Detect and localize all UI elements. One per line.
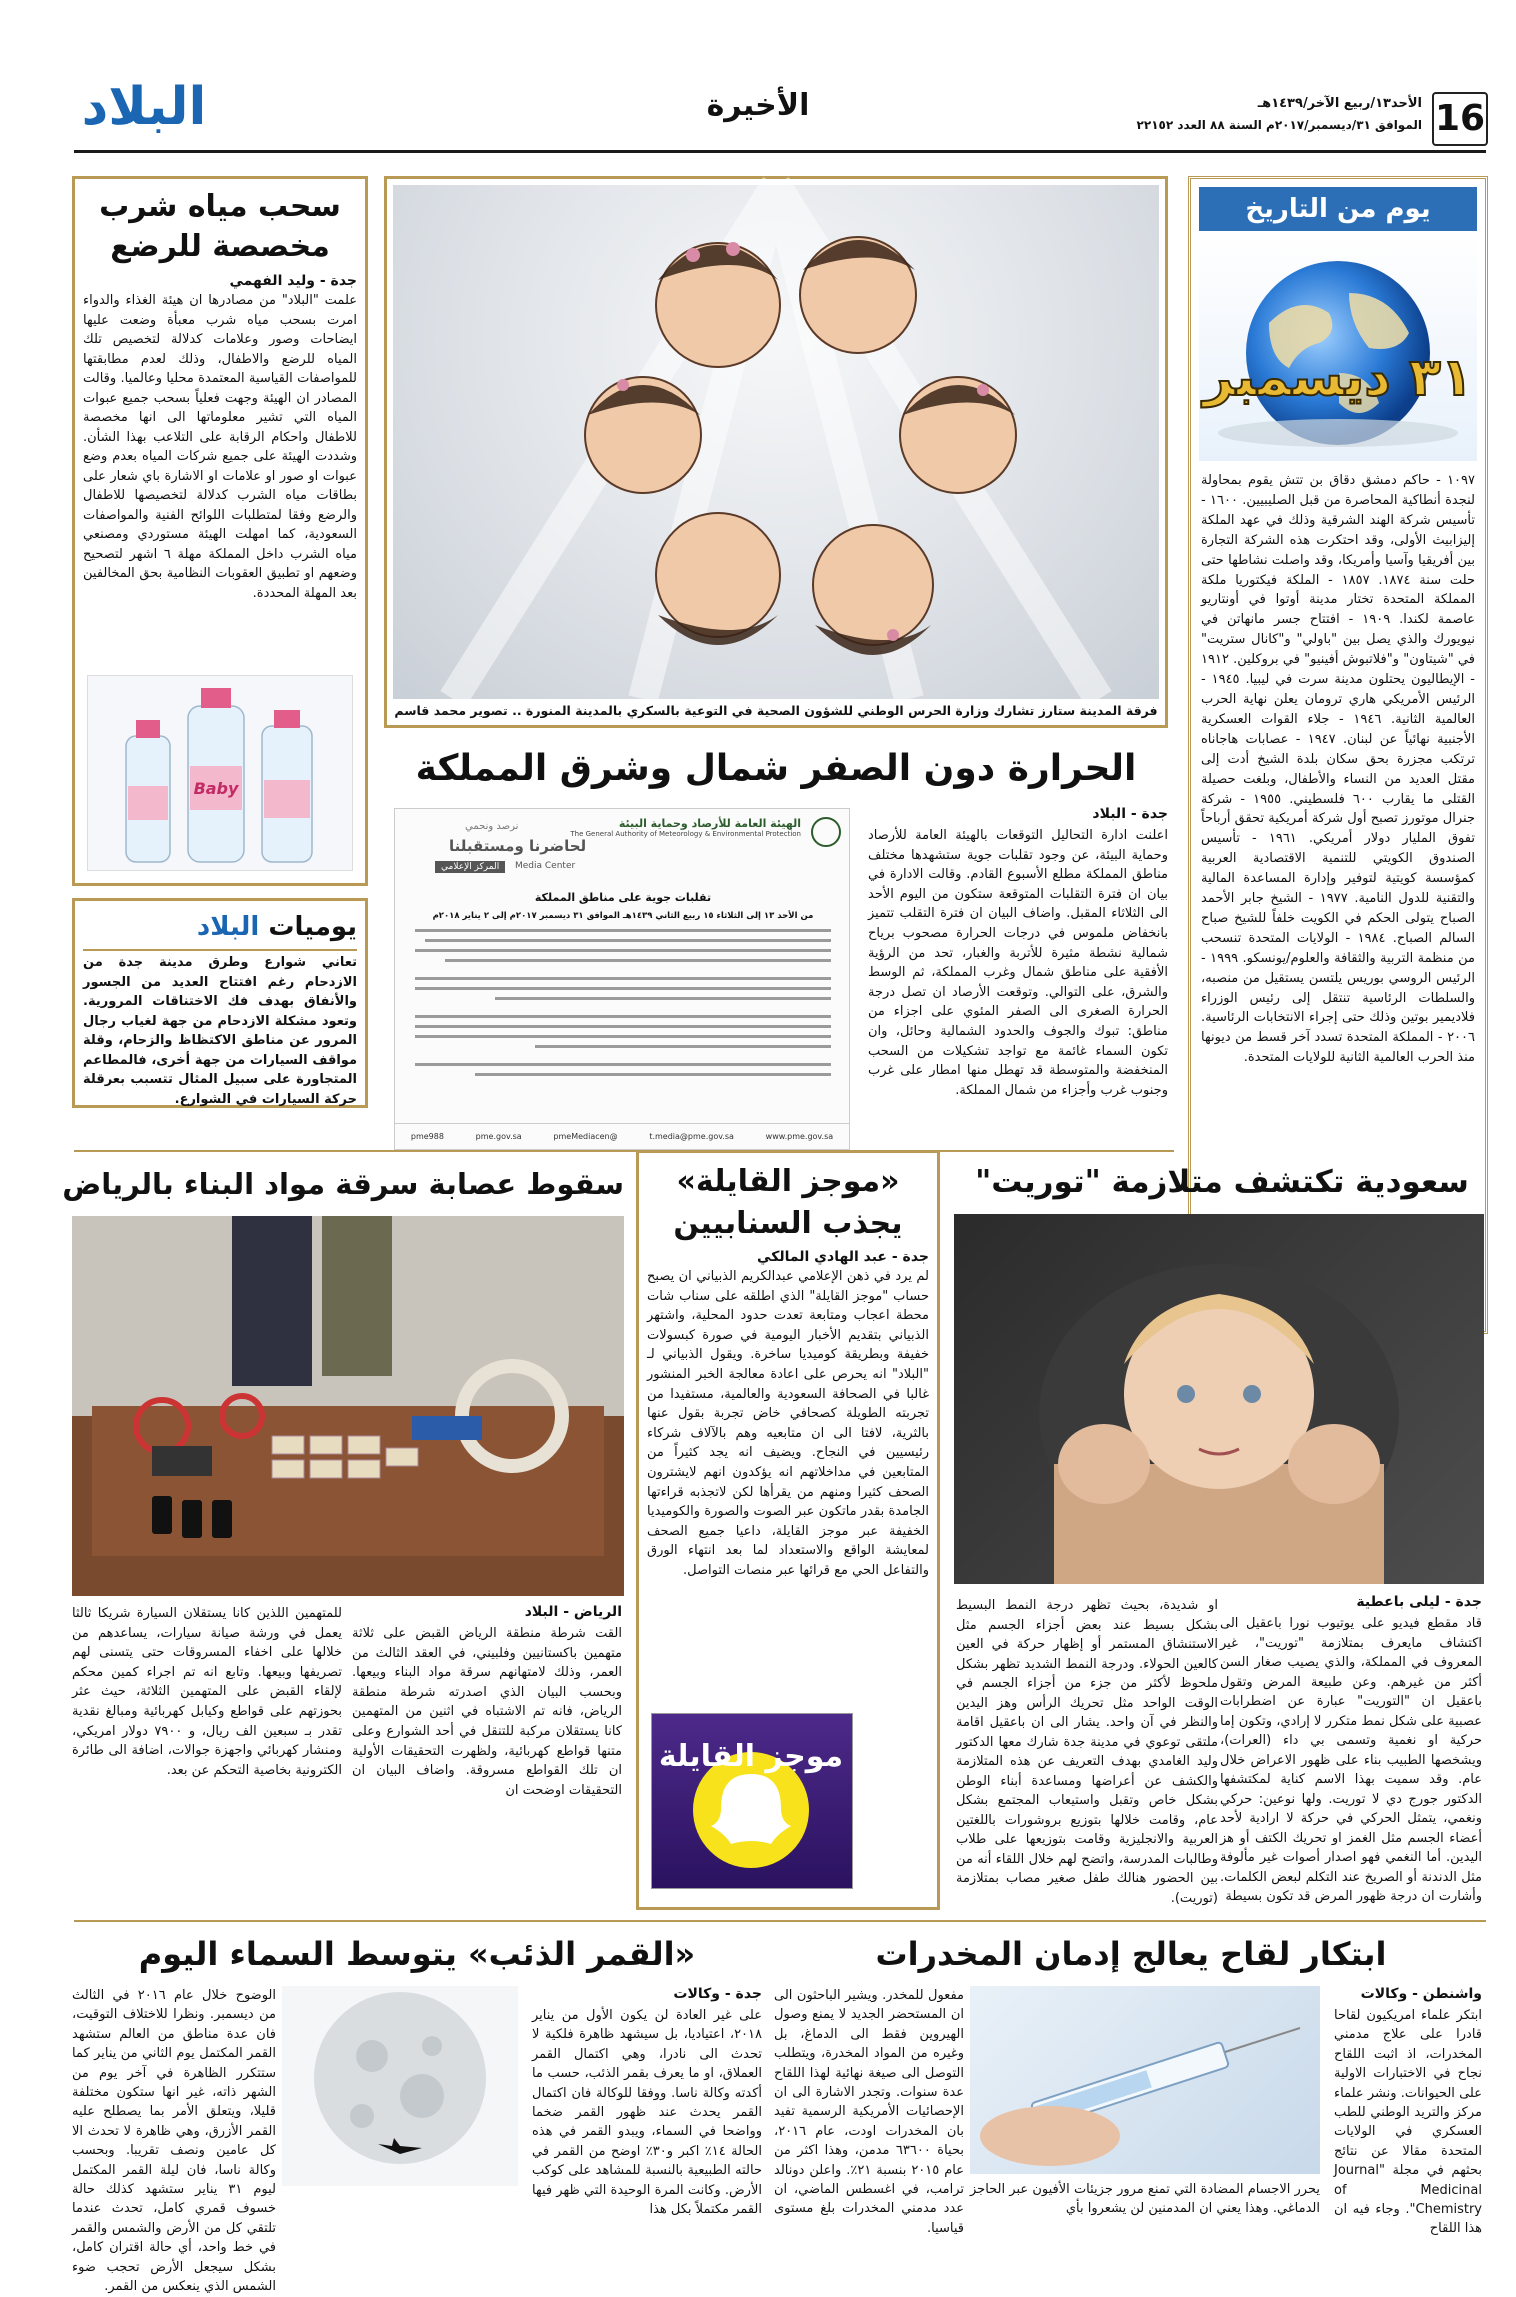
doc-link-web[interactable]: www.pme.gov.sa [765,1132,834,1141]
svg-text:Baby: Baby [193,779,239,798]
qailah-logo [651,1713,853,1889]
diary-title-text: يوميات [268,912,357,942]
doc-logo-icon [811,817,841,847]
theft-body-col1: القت شرطة منطقة الرياض القبض على ثلاثة متهمين باكستانيين وفلبيني، في العقد الثالث من العمر، وذلك لامتهانهم سرقة مواد البناء وبيعها. وبحسب البيان الذي اصدرته شرطة منطقة الرياض، فانه تم الاشتباه في اثنين من المتهمين كانا يستقلان مركبة للتنقل في أحد الشوارع وعلى متنها قواطع كهربائية، ولظهرت التحقيقات الأولية ان تلك القواطع مسروقة. واضاف البيان ان التحقيقات اوضحت ان [352,1626,622,1798]
children-illustration [393,185,1159,699]
globe-graphic [1199,233,1477,461]
doc-center: المركز الإعلامي [435,861,505,873]
weather-press-document [394,808,850,1150]
snapchat-ghost-icon [650,1714,852,1890]
doc-slogan: لحاضرنا ومستقبلنا [449,837,587,855]
doc-link-site[interactable]: pme.gov.sa [475,1132,522,1141]
date-graphic-text: ٣١ ديسمبر [1203,348,1473,408]
water-byline: جدة - وليد الفهمي [229,273,357,289]
diary-box [72,898,368,1108]
doc-footer-links [395,1123,849,1149]
weather-byline: جدة - البلاد [1092,806,1168,822]
theft-title: سقوط عصابة سرقة مواد البناء بالرياض [62,1167,624,1201]
seized-items-illustration [72,1216,624,1596]
qailah-byline: جدة - عبد الهادي المالكي [757,1249,929,1265]
tourette-byline: جدة - ليلى باعطية [1356,1594,1482,1610]
diary-body: تعاني شوارع وطرق مدينة جدة من الازدحام رغم افتتاح العديد من الجسور والأنفاق بهدف فك الاختناقات المرورية. وتعود مشكلة الازدحام من جهة لغياب رجال المرور عن مناطق الاكتظاظ والزحام، وقلة مواقف السيارات من جهة أخرى، فالمطاعم المتجاورة على سبيل المثال تتسبب بعرقلة حركة السيارات في الشوارع. [83,955,357,1107]
doc-org: الهيئة العامة للأرصاد وحماية البيئة [618,817,801,830]
boy-illustration [954,1214,1484,1584]
tourette-body-col2: او شديدة، بحيث تظهر درجة النمط البسيط بشكل بسيط عند بعض أجزاء الجسم مثل الاستنشاق المستمر أو إظهار حركة في العين كالعين الحولاء. ودرجة النمط الشديد تظهر بشكل ملحوظ لأكثر من جزء من أجزاء الجسم في الوقت الواحد مثل تحريك الرأس وهز اليدين والنظر في آن واحد. يشار الى ان باعقيل اقامة ملتقى توعوي في مدينة جدة شارك معها الدكتور وليد الغامدي بهدف التعريف عن هذه المتلازمة والكشف عن أعراضها ومساعدة أبناء الوطن بشكل خاص وتقبل واستيعاب المجتمع بشكل عام، وقامت خلالها بتوزيع بروشورات باللغتين العربية والانجليزية وقامت بتوزيعها على طلاب وطالبات المدرسة، واتضح لهم خلال اللقاء أنه من بين الحضور هنالك طفل صغير مصاب بمتلازمة (توريت). [956,1598,1218,1906]
water-article [72,176,368,886]
vaccine-byline: واشنطن - وكالات [1360,1986,1482,2002]
moon-icon [282,1986,518,2186]
syringe-photo [970,1986,1320,2174]
doc-subject: تقلبات جوية على مناطق المملكة [534,891,712,904]
svg-text:موجز القايلة: موجز القايلة [658,1739,844,1774]
top-photo-caption: فرقة المدينة ستارز تشارك وزارة الحرس الوطني للشؤون الصحية في التوعية بالسكري بالمدينة المنورة .. تصوير محمد قاسم [394,703,1158,718]
qailah-article [636,1150,940,1910]
diary-title [83,909,357,945]
water-body: علمت "البلاد" من مصادرها ان هيئة الغذاء والدواء امرت بسحب مياه شرب معبأة وضعت عليها ايضاحات وصور وعلامات كدلالة لتخصيص تلك المياه للرضع والاطفال، وذلك لعدم مطابقتها للمواصفات القياسية المعتمدة محليا وعالميا. وقالت المصادر ان الهيئة وجهت فعلياً بسحب جميع عبوات المياه التي تشير معلوماتها الى انها مخصصة للاطفال واحكام الرقابة على التلاعب بهذا الشأن. وشددت الهيئة على جميع شركات المياه بعدم وضع عبوات او صور او علامات او الاشارة باي شعار على بطاقات مياه الشرب كدلالة لتخصيصها للاطفال والرضع وفقا لمتطلبات اللوائح الفنية والمواصفات السعودية، كما امهلت الهيئة مستوردي ومصنعي مياه الشرب داخل المملكة مهلة ٦ اشهر لتصحيح وضعهم او تطبيق العقوبات النظامية بحق المخالفين بعد المهلة المحددة. [83,293,357,601]
tourette-title: سعودية تكتشف متلازمة "توريت" [975,1164,1469,1200]
vaccine-body-col2: يحرر الاجسام المضادة التي تمنع مرور جزيئات الأفيون عبر الحاجز الدماغي. وهذا يعني ان المدمنين لن يشعروا بأي [970,2182,1320,2217]
doc-slogan-top: نرصد ونحمي [465,821,519,832]
header-rule [74,150,1486,153]
diary-title-brand: البلاد [196,912,260,942]
seized-items-photo [72,1216,624,1596]
water-title-line1: سحب مياه شرب [99,189,341,224]
qailah-body: لم يرد في ذهن الإعلامي عبدالكريم الذبياني ان يصبح حساب "موجز القايلة" الذي اطلقه على سناب شات محطة اعجاب ومتابعة تعدت حدود المحلية، واشتهر الذبياني بتقديم الأخبار اليومية في صورة كبسولات خفيفة وبطريقة كوميديا ساخرة. ويقول الذبياني لـ "البلاد" انه يحرص على اعادة معالجة الخبر المنشور غالبا في الصحافة السعودية والعالمية، مستفيدا من تجربته الطويلة كصحافي خاض تجربة بقول عنها بالثرية، لافتا الى ان متابعيه وهم بالآلاف شركاء رئيسيين في النجاح. ويضيف انه يجد كثيراً من المتابعين في مداخلاتهم انه يؤكدون انهم لايشترون الصحف كثيرا ومنهم من يقرأها لكن لاتجذبه قراءتها الجامدة بقدر ماتكون عبر الصوت والصورة والكوميديا الخفيفة عبر موجز القايلة، داعيا جميع الصحف لمعايشة الواقع والاستعداد لما بعد انتهاء الورق والتفاعل الحي مع قرائها عبر منصات التواصل. [647,1269,929,1578]
tourette-body-col1: قاد مقطع فيديو على يوتيوب نورا باعقيل الى اكتشاف مايعرف بمتلازمة "توريت"، غير المعروف في المملكة، والذي يصيب صغار السن أكثر من غيرهم. وعن طبيعة المرض وتقول باعقيل ان "التوريت" عبارة عن اضطرابات عصبية على شكل نمط متكرر لا إرادي، وتكون إما حركية او نغمية وتسمى بي داء (العرات)، ويشخصها الطبيب بناء على ظهور الاعراض خلال عام. وقد سميت بهذا الاسم كناية لمكتشفها الدكتور جورج دي لا توريت. ولها نوعين: حركي ونغمي، يتمثل الحركي في حركة لا ارادية لأحد أعضاء الجسم مثل الغمز او تحريك الكتف أو هز اليدين. أما النغمي فهو اصدار أصوات غير مألوفة مثل الدندنة أو الصريخ عند التكلم لبعض الكلمات. وأشارت ان درجة ظهور المرض قد تكون بسيطة [1220,1616,1482,1904]
history-body: ١٠٩٧ - حاكم دمشق دقاق بن تتش يقوم بمحاولة لنجدة أنطاكية المحاصرة من قبل الصليبيين. ١٦٠٠ - تأسيس شركة الهند الشرقية وذلك في عهد الملكة إليزابيث الأولى، وقد احتكرت هذه الشركة التجارة بين أفريقيا وآسيا وأمريكا، وقد واصلت نشاطها حتى حلت سنة ١٨٧٤. ١٨٥٧ - الملكة فيكتوريا ملكة المملكة المتحدة تختار مدينة أوتوا في أونتاريو عاصمة لكندا. ١٩٠٩ - افتتاح جسر مانهاتن في نيويورك والذي يصل بين "باولي" و"كانال ستريت" في "شيتاون" و"فلاتبوش أفينيو" في بروكلين. ١٩١٢ - الإيطاليون يحتلون مدينة سرت في ليبيا. ١٩٤٥ - الرئيس الأمريكي هاري ترومان يعلن نهاية الحرب العالمية الثانية. ١٩٤٦ - جلاء القوات العسكرية الأجنبية نهائياً عن لبنان. ١٩٤٧ - عصابات هاجاناه ترتكب مجزرة بحق سكان بلدة الشيخ أدت إلى مقتل العديد من النساء والأطفال، وبلغت حصيلة القتلى ما يقارب ٦٠٠ فلسطيني. ١٩٥٥ - شركة جنرال موتورز تصبح أول شركة أمريكية تحقق أرباحاً تفوق المليار دولار أمريكي. ١٩٦١ - تأسيس الصندوق الكويتي للتنمية الاقتصادية العربية كمؤسسة كويتية لتوفير وإدارة المساعدة المالية والتقنية للدول النامية. ١٩٧٧ - الشيخ جابر الأحمد الصباح يتولى الحكم في الكويت خلفاً للشيخ صباح السالم الصباح. ١٩٨٤ - الولايات المتحدة تنسحب من منظمة التربية والثقافة والعلوم/يونسكو. ١٩٩٩ - الرئيس الروسي بوريس يلتسن يستقيل من منصبه، والسلطات الرئاسية تنتقل إلى رئيس الوزراء فلاديمير بوتين وذلك حتى إجراء الانتخابات الرئاسية. ٢٠٠٦ - المملكة المتحدة تسدد آخر قسط من ديونها منذ الحرب العالمية الثانية للولايات المتحدة. [1201,473,1476,1066]
doc-link-email[interactable]: t.media@pme.gov.sa [649,1132,734,1141]
vaccine-article [774,1924,1488,2242]
weather-title: الحرارة دون الصفر شمال وشرق المملكة [415,748,1137,789]
doc-dates: من الأحد ١٣ إلى الثلاثاء ١٥ ربيع الثاني ١٤٣٩هـ الموافق ٣١ ديسمبر ٢٠١٧م إلى ٢ يناير ٢٠١٨م [432,911,814,921]
water-title-line2: مخصصة للرضع [110,229,330,264]
doc-center-en: Media Center [515,861,576,871]
page-number-box: 16 [1432,92,1488,146]
theft-byline: الرياض - البلاد [524,1604,622,1620]
vaccine-title: ابتكار لقاح يعالج إدمان المخدرات [875,1935,1387,1973]
qailah-title-line1: «موجز القايلة» [676,1164,900,1199]
top-photo-frame [384,176,1168,728]
boy-photo [954,1214,1484,1584]
vaccine-body-col1: ابتكر علماء امريكيون لقاحا قادرا على علاج مدمني المخدرات، اذ اثبت اللقاح نجاح في الاختبارات الاولية على الحيوانات. ونشر علماء مركز والتريد الوطني للطب العسكري في الولايات المتحدة مقالا عن نتائج بحثهم في مجلة "Journal of Medicinal Chemistry". وجاء فيه ان هذا اللقاح [1334,2008,1482,2237]
section-title: الأخيرة [706,88,810,123]
qailah-title-line2: يجذب السنابيين [673,1206,903,1241]
history-title-banner: يوم من التاريخ [1199,187,1477,231]
children-photo [393,185,1159,699]
page-header [0,0,1516,150]
bottom-rule [74,1920,1486,1922]
theft-article [62,1150,624,1920]
bottle-icon [86,676,352,872]
moon-body-col1: على غير العادة لن يكون الأول من يناير ٢٠١٨، اعتياديا، بل سيشهد ظاهرة فلكية لا تحدث الى نادرا، وهي اكتمال القمر العملاق، او ما يعرف بقمر الذئب، حسب ما أكدته وكالة ناسا. ووفقا للوكالة فان اكتمال القمر يحدث عند ظهور القمر ضخما وواضحا في السماء، ويبدو القمر في هذه الحالة ١٤٪ اكبر و٣٠٪ اوضح من القمر في حالته الطبيعية بالنسبة للمشاهد على كوكب الأرض. وكانت المرة الوحيدة التي ظهر فيها القمر مكتملاً بكل هذا [532,2008,763,2218]
moon-byline: جدة - وكالات [673,1986,762,2002]
water-bottles-photo [87,675,353,871]
globe-icon [1199,233,1477,461]
newspaper-logo: البلاد [81,77,207,137]
doc-link-phone[interactable]: pme988 [410,1132,444,1141]
vaccine-body-col3: مفعول للمخدر. ويشير الباحثون الى ان المستحضر الجديد لا يمنع وصول الهيروين فقط الى الدماغ، بل وغيره من المواد المخدرة، ويتطلب التوصل الى صيغة نهائية لهذا اللقاح عدة سنوات. وتجدر الاشارة الى ان الإحصائيات الأمريكية الرسمية تفيد بان المخدرات اودت، عام ٢٠١٦، بحياة ٦٣٦٠٠ مدمن، وهذا اكثر من عام ٢٠١٥ بنسبة ٢١٪. واعلن دونالد ترامب، في اغسطس الماضي، ان عدد مدمني المخدرات بلغ مستوى قياسيا. [774,1988,965,2236]
weather-body: اعلنت ادارة التحاليل التوقعات بالهيئة العامة للأرصاد وحماية البيئة، عن وجود تقلبات جوية ستشهدها مختلف مناطق المملكة مطلع الأسبوع القادم. وقالت الادارة في بيان ان فترة التقلبات المتوقعة ستكون من اليوم الأحد الى الثلاثاء المقبل. واضاف البيان ان فترة التقلب تتميز بانخفاض ملموس في درجات الحرارة مصحوب برياح شمالية نشطة مثيرة للأتربة والغبار، تحد من الرؤية الأفقية على مناطق شمال وغرب المملكة، ثم الوسط والشرق، على التوالي. وتوقعت الأرصاد ان تصل درجة الحرارة الصغرى الى الصفر المئوي على اجزاء من مناطق: تبوك والجوف والحدود الشمالية وحائل، وان تكون السماء غائمة مع تواجد تشكيلات من السحب المنخفضة والمتوسطة قد تهطل منها امطار على غرب وجنوب غرب وأجزاء من شمال المملكة. [868,828,1168,1098]
doc-link-twitter[interactable]: @pmeMediacen [553,1132,618,1141]
syringe-icon [970,1986,1320,2174]
date-gregorian: الموافق ٣١/ديسمبر/٢٠١٧م السنة ٨٨ العدد ٢٢١٥٢ [1136,118,1422,132]
doc-org-en: The General Authority of Meteorology & Environmental Protection [570,830,801,838]
doc-text-lines [415,929,831,1099]
moon-body-col2: الوضوح خلال عام ٢٠١٦ في الثالث من ديسمبر. ونظرا للاختلاف التوقيت، فان عدة مناطق من العالم ستشهد القمر المكتمل يوم الثاني من يناير كما ستتكرر الظاهرة في آخر يوم من الشهر ذاته، غير انها ستكون مختلفة قليلا، ويتعلق الأمر بما يصطلح عليه القمر الأزرق، وهي ظاهرة لا تحدث الا كل عامين ونصف تقريبا. وبحسب وكالة ناسا، فان ليلة القمر المكتمل ليوم ٣١ يناير ستشهد كذلك حالة خسوف قمري كامل، تحدث عندما تلتقي كل من الأرض والشمس والقمر في خط واحد، أي حالة اقتران كامل، بشكل سيجعل الأرض تحجب ضوء الشمس الذي ينعكس من القمر. [72,1988,277,2295]
theft-body-col2: للمتهمين اللذين كانا يستقلان السيارة شريكا ثالثا يعمل في ورشة صيانة سيارات، يساعدهم من خلالها على اخفاء المسروقات حتى يتسنى لهم تصريفها وبيعها. وتابع انه تم اجراء كمين محكم لإلقاء القبض على المتهمين الثلاثة، حيث عثر بحوزتهم على قواطع وكيابل كهربائية ومبالغ نقدية تقدر بـ سبعين الف ريال، و ٧٩٠٠ دولار امريكي، ومنشار كهربائي واجهزة جوالات، اضافة الى طائرة الكترونية بخاصية التحكم عن بعد. [72,1606,342,1778]
moon-photo [282,1986,518,2186]
moon-article [72,1924,763,2295]
date-hijri: الأحد١٣/ربيع الآخر/١٤٣٩هـ [1257,96,1422,111]
diary-rule [83,949,357,951]
moon-title: «القمر الذئب» يتوسط السماء اليوم [138,1935,696,1973]
